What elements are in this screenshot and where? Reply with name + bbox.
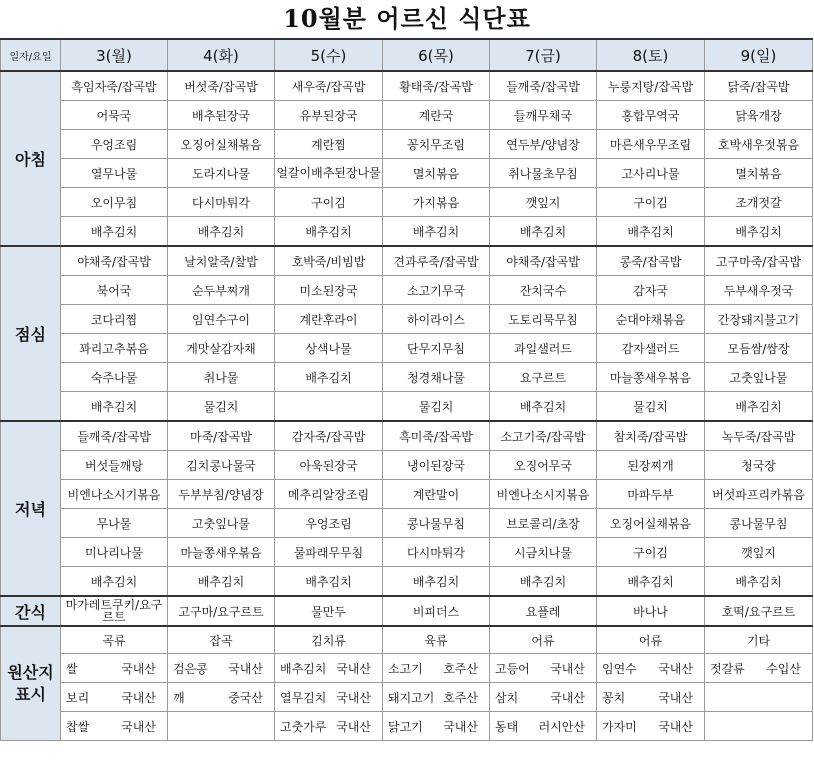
day-header: 5(수): [275, 39, 383, 71]
origin-cell: [705, 712, 813, 741]
menu-cell: 단무지무침: [383, 334, 490, 363]
menu-cell: 소고기죽/잡곡밥: [490, 421, 597, 451]
snack-cell: 호떡/요구르트: [705, 596, 813, 626]
origin-country: 중국산: [228, 690, 263, 705]
menu-row: [1, 130, 813, 159]
menu-cell: 배추김치: [61, 392, 168, 422]
menu-cell: 계란말이: [383, 480, 490, 509]
menu-cell: 고구마죽/잡곡밥: [705, 246, 813, 276]
menu-cell: 임연수구이: [168, 305, 275, 334]
menu-cell: 오징어실채볶음: [597, 509, 705, 538]
menu-cell: 마늘쫑새우볶음: [597, 363, 705, 392]
menu-cell: 순두부찌개: [168, 276, 275, 305]
menu-cell: 꽈리고추볶음: [61, 334, 168, 363]
origin-label: 원산지 표시: [1, 626, 61, 741]
menu-cell: 계란국: [383, 101, 490, 130]
menu-cell: 배추김치: [705, 217, 813, 247]
menu-cell: 계란후라이: [275, 305, 383, 334]
menu-cell: 계란찜: [275, 130, 383, 159]
menu-cell: 마른새우무조림: [597, 130, 705, 159]
menu-cell: 물김치: [597, 392, 705, 422]
origin-item: 삼치: [495, 690, 519, 705]
origin-category: 기타: [705, 626, 813, 654]
day-header: 4(화): [168, 39, 275, 71]
menu-cell: 마늘쫑새우볶음: [168, 538, 275, 567]
menu-cell: 감자죽/잡곡밥: [275, 421, 383, 451]
origin-category: 어류: [597, 626, 705, 654]
menu-cell: 청국장: [705, 451, 813, 480]
origin-cell: [705, 654, 813, 683]
menu-cell: 브로콜리/초장: [490, 509, 597, 538]
menu-cell: 버섯들깨탕: [61, 451, 168, 480]
menu-cell: 과일샐러드: [490, 334, 597, 363]
origin-category: 곡류: [61, 626, 168, 654]
menu-row: [1, 276, 813, 305]
menu-cell: 물김치: [383, 392, 490, 422]
origin-item: 고등어: [495, 661, 530, 676]
menu-cell: 연두부/양념장: [490, 130, 597, 159]
menu-cell: 조개젓갈: [705, 188, 813, 217]
menu-cell: 잔치국수: [490, 276, 597, 305]
origin-cell: [490, 654, 597, 683]
origin-category: 김치류: [275, 626, 383, 654]
menu-row: [1, 538, 813, 567]
menu-cell: 배추김치: [705, 567, 813, 597]
menu-cell: 고사리나물: [597, 159, 705, 188]
origin-cell: [168, 683, 275, 712]
menu-cell: 우엉조림: [61, 130, 168, 159]
origin-category-row: [1, 626, 813, 654]
corner-header: 일자/요일: [1, 39, 61, 71]
origin-country: 국내산: [121, 690, 156, 705]
menu-row: [1, 480, 813, 509]
menu-cell: 미나리나물: [61, 538, 168, 567]
menu-cell: 소고기무국: [383, 276, 490, 305]
origin-country: 국내산: [121, 719, 156, 734]
menu-cell: 견과루죽/잡곡밥: [383, 246, 490, 276]
origin-cell: [383, 712, 490, 741]
menu-cell: 고춧잎나물: [705, 363, 813, 392]
origin-item: 쌀: [66, 661, 78, 676]
menu-cell: 배추김치: [490, 217, 597, 247]
snack-label: 간식: [1, 596, 61, 626]
menu-row: [1, 246, 813, 276]
origin-cell: [490, 712, 597, 741]
menu-cell: 상색나물: [275, 334, 383, 363]
menu-cell: 홍합무역국: [597, 101, 705, 130]
origin-item: 돼지고기: [388, 690, 435, 705]
menu-cell: 녹두죽/잡곡밥: [705, 421, 813, 451]
menu-cell: 가지볶음: [383, 188, 490, 217]
menu-cell: 콩나물무침: [705, 509, 813, 538]
meal-label: 아침: [1, 71, 61, 246]
menu-cell: 취나물: [168, 363, 275, 392]
menu-cell: 구이김: [597, 188, 705, 217]
menu-cell: 간장돼지불고기: [705, 305, 813, 334]
menu-cell: 김치콩나물국: [168, 451, 275, 480]
menu-row: [1, 363, 813, 392]
origin-row: [1, 654, 813, 683]
origin-item: 검은콩: [173, 661, 208, 676]
menu-row: [1, 305, 813, 334]
menu-cell: 숙주나물: [61, 363, 168, 392]
menu-cell: 버섯파프리카볶음: [705, 480, 813, 509]
snack-cell: 비피더스: [383, 596, 490, 626]
origin-item: 고춧가루: [280, 719, 327, 734]
origin-item: 닭고기: [388, 719, 423, 734]
origin-cell: [490, 683, 597, 712]
origin-item: 찹쌀: [66, 719, 90, 734]
snack-cell: 요플레: [490, 596, 597, 626]
menu-cell: 시금치나물: [490, 538, 597, 567]
origin-country: 국내산: [336, 661, 371, 676]
menu-cell: 흑임자죽/잡곡밥: [61, 71, 168, 101]
origin-item: 열무김치: [280, 690, 327, 705]
origin-cell: [383, 683, 490, 712]
origin-country: 국내산: [228, 661, 263, 676]
origin-country: 국내산: [336, 719, 371, 734]
menu-cell: 배추김치: [705, 392, 813, 422]
menu-cell: 배추김치: [490, 567, 597, 597]
day-header: 7(금): [490, 39, 597, 71]
menu-cell: 고춧잎나물: [168, 509, 275, 538]
menu-cell: 북어국: [61, 276, 168, 305]
menu-row: [1, 451, 813, 480]
menu-cell: 미소된장국: [275, 276, 383, 305]
origin-country: 국내산: [336, 690, 371, 705]
origin-country: 러시안산: [538, 719, 585, 734]
menu-cell: 요구르트: [490, 363, 597, 392]
menu-cell: 게맛살감자채: [168, 334, 275, 363]
origin-cell: [275, 712, 383, 741]
menu-cell: 들깨죽/잡곡밥: [490, 71, 597, 101]
menu-cell: 구이김: [275, 188, 383, 217]
origin-country: 호주산: [443, 661, 478, 676]
origin-category: 육류: [383, 626, 490, 654]
menu-cell: 순대야채볶음: [597, 305, 705, 334]
day-header: 9(일): [705, 39, 813, 71]
menu-cell: 야채죽/잡곡밥: [61, 246, 168, 276]
menu-row: [1, 392, 813, 422]
day-header: 8(토): [597, 39, 705, 71]
menu-cell: 흑미죽/잡곡밥: [383, 421, 490, 451]
menu-cell: 오징어실채볶음: [168, 130, 275, 159]
menu-cell: 배추김치: [275, 217, 383, 247]
snack-cell: 고구마/요구르트: [168, 596, 275, 626]
origin-country: 국내산: [443, 719, 478, 734]
menu-cell: 배추김치: [383, 217, 490, 247]
origin-cell: [705, 683, 813, 712]
menu-cell: 비엔나소시기볶음: [61, 480, 168, 509]
menu-cell: 배추김치: [275, 363, 383, 392]
menu-cell: 콩죽/잡곡밥: [597, 246, 705, 276]
page-title: 10월분 어르신 식단표: [283, 4, 531, 33]
menu-cell: 마파두부: [597, 480, 705, 509]
menu-cell: 호박새우젓볶음: [705, 130, 813, 159]
origin-cell: [597, 654, 705, 683]
origin-row: [1, 712, 813, 741]
origin-row: [1, 683, 813, 712]
origin-cell: [61, 712, 168, 741]
menu-cell: 비엔나소시지볶음: [490, 480, 597, 509]
origin-cell: [383, 654, 490, 683]
menu-cell: 배추김치: [61, 567, 168, 597]
menu-cell: 다시마튀각: [168, 188, 275, 217]
origin-item: 젓갈류: [710, 661, 745, 676]
menu-cell: 닭죽/잡곡밥: [705, 71, 813, 101]
menu-row: [1, 567, 813, 597]
menu-cell: 콩나물무침: [383, 509, 490, 538]
origin-country: 호주산: [443, 690, 478, 705]
menu-cell: 마죽/잡곡밥: [168, 421, 275, 451]
origin-category: 어류: [490, 626, 597, 654]
menu-cell: 무나물: [61, 509, 168, 538]
menu-cell: 취나물초무침: [490, 159, 597, 188]
menu-cell: 들깨죽/잡곡밥: [61, 421, 168, 451]
menu-cell: 누룽지탕/잡곡밥: [597, 71, 705, 101]
menu-row: [1, 188, 813, 217]
menu-cell: 하이라이스: [383, 305, 490, 334]
menu-cell: 감자국: [597, 276, 705, 305]
origin-country: 수입산: [766, 661, 801, 676]
origin-category: 잡곡: [168, 626, 275, 654]
origin-country: 국내산: [550, 690, 585, 705]
origin-item: 가자미: [602, 719, 637, 734]
meal-label: 저녁: [1, 421, 61, 596]
menu-cell: 멸치볶음: [705, 159, 813, 188]
menu-cell: 배추김치: [597, 567, 705, 597]
meal-label: 점심: [1, 246, 61, 421]
origin-cell: [597, 683, 705, 712]
menu-cell: 아욱된장국: [275, 451, 383, 480]
menu-cell: 멸치볶음: [383, 159, 490, 188]
snack-cell: 바나나: [597, 596, 705, 626]
menu-cell: 배추김치: [597, 217, 705, 247]
menu-cell: 오이무침: [61, 188, 168, 217]
menu-cell: 된장찌개: [597, 451, 705, 480]
menu-row: [1, 421, 813, 451]
menu-cell: 닭육개장: [705, 101, 813, 130]
origin-cell: [61, 683, 168, 712]
menu-cell: 황태죽/잡곡밥: [383, 71, 490, 101]
menu-cell: 모듬쌈/쌈장: [705, 334, 813, 363]
menu-cell: 청경채나물: [383, 363, 490, 392]
menu-cell: 도토리묵무침: [490, 305, 597, 334]
menu-cell: 야채죽/잡곡밥: [490, 246, 597, 276]
menu-cell: 깻잎지: [705, 538, 813, 567]
origin-item: 꽁치: [602, 690, 626, 705]
menu-cell: 들깨무채국: [490, 101, 597, 130]
menu-cell: 유부된장국: [275, 101, 383, 130]
menu-cell: 버섯죽/잡곡밥: [168, 71, 275, 101]
menu-cell: [275, 392, 383, 422]
snack-row: [1, 596, 813, 626]
origin-cell: [275, 683, 383, 712]
origin-cell: [61, 654, 168, 683]
menu-cell: 배추김치: [168, 567, 275, 597]
menu-cell: 메추리알장조림: [275, 480, 383, 509]
menu-cell: 두부부침/양념장: [168, 480, 275, 509]
origin-country: 국내산: [658, 719, 693, 734]
menu-table: [0, 38, 813, 741]
origin-item: 동태: [495, 719, 519, 734]
menu-row: [1, 159, 813, 188]
menu-cell: 도라지나물: [168, 159, 275, 188]
menu-cell: 깻잎지: [490, 188, 597, 217]
menu-cell: 어묵국: [61, 101, 168, 130]
menu-cell: 참치죽/잡곡밥: [597, 421, 705, 451]
menu-row: [1, 217, 813, 247]
origin-cell: [597, 712, 705, 741]
origin-country: 국내산: [658, 661, 693, 676]
origin-item: 보리: [66, 690, 90, 705]
menu-cell: 배추김치: [383, 567, 490, 597]
menu-cell: 날치알죽/찰밥: [168, 246, 275, 276]
origin-cell: [168, 654, 275, 683]
origin-item: 배추김치: [280, 661, 327, 676]
origin-cell: [168, 712, 275, 741]
menu-cell: 배추된장국: [168, 101, 275, 130]
menu-cell: 냉이된장국: [383, 451, 490, 480]
menu-cell: 물파래무무침: [275, 538, 383, 567]
day-header: 3(월): [61, 39, 168, 71]
menu-cell: 우엉조림: [275, 509, 383, 538]
menu-cell: 꽁치무조림: [383, 130, 490, 159]
menu-row: [1, 71, 813, 101]
menu-row: [1, 334, 813, 363]
day-header: 6(목): [383, 39, 490, 71]
header-row: [1, 39, 813, 71]
origin-country: 국내산: [121, 661, 156, 676]
menu-cell: 감자샐러드: [597, 334, 705, 363]
menu-cell: 배추김치: [168, 217, 275, 247]
snack-cell: 물만두: [275, 596, 383, 626]
menu-cell: 얼갈이배추된장나물: [275, 159, 383, 188]
menu-row: [1, 509, 813, 538]
menu-cell: 물김치: [168, 392, 275, 422]
origin-item: 소고기: [388, 661, 423, 676]
menu-cell: 구이김: [597, 538, 705, 567]
menu-cell: 배추김치: [275, 567, 383, 597]
menu-cell: 두부새우젓국: [705, 276, 813, 305]
menu-cell: 코다리찜: [61, 305, 168, 334]
menu-cell: 배추김치: [490, 392, 597, 422]
menu-cell: 열무나물: [61, 159, 168, 188]
origin-country: 국내산: [658, 690, 693, 705]
menu-cell: 새우죽/잡곡밥: [275, 71, 383, 101]
menu-row: [1, 101, 813, 130]
origin-item: 임연수: [602, 661, 637, 676]
menu-cell: 다시마튀각: [383, 538, 490, 567]
menu-cell: 배추김치: [61, 217, 168, 247]
origin-item: 깨: [173, 690, 185, 705]
origin-cell: [275, 654, 383, 683]
menu-cell: 오징어무국: [490, 451, 597, 480]
menu-cell: 호박죽/비빔밥: [275, 246, 383, 276]
origin-country: 국내산: [550, 661, 585, 676]
snack-cell: 마가레트쿠키/요구르트: [61, 596, 168, 626]
